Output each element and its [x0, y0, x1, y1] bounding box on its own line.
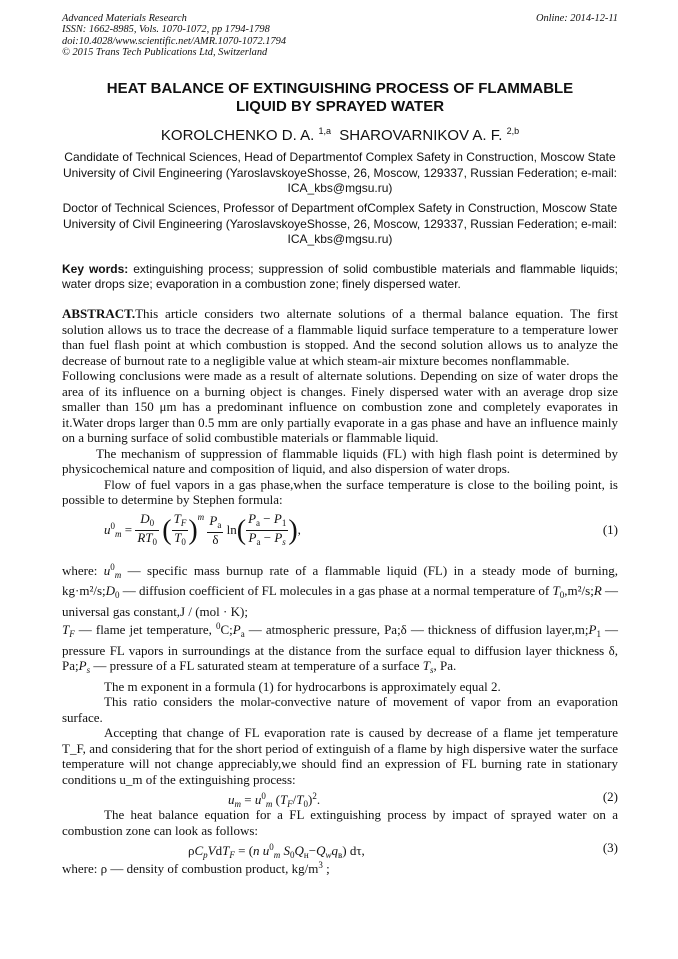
affiliation-2: Doctor of Technical Sciences, Professor of Department ofComplex Safety in Construction, Moscow State University of Civil Engineering (YaroslavskoyeShosse, 26, Moscow, 129337, Russian Federation; e-mail: ICA_kbs@mgsu.ru) — [62, 201, 618, 247]
keywords — [62, 262, 618, 292]
heat-balance-paragraph: The heat balance equation for a FL extinguishing process by impact of sprayed water on a combustion zone can look as follows: — [62, 807, 618, 838]
title-line-1: HEAT BALANCE OF EXTINGUISHING PROCESS OF FLAMMABLE — [106, 80, 574, 97]
equation-3-number: (3) — [602, 840, 618, 855]
exponent-paragraph: The m exponent in a formula (1) for hydrocarbons is approximately equal 2. — [104, 678, 501, 694]
online-date: Online: 2014-12-11 — [535, 13, 618, 24]
def-t0: m²/s; — [567, 583, 594, 598]
author-1: KOROLCHENKO D. A. — [160, 127, 315, 144]
def-d0: — diffusion coefficient of FL molecules in a gas phase at a normal temperature of — [122, 583, 550, 598]
fraction-d0: $\frac{D_0}{RT_0}$ — [137, 511, 158, 548]
equation-3 — [62, 838, 618, 858]
journal-header — [62, 13, 618, 59]
eq2-formula: $u_m = u^0_m$ $(T_F/T_0)^2$. — [228, 791, 321, 809]
stephen-formula: $u^0_m$ = $\frac{D_0}{RT_0}$ ( $\frac{T_F}{T_0}$ )$^m$ $\frac{P_a}{\delta}$ ln( $\frac{P_a - P_1}{P_a - P_s}$ ), — [104, 511, 301, 548]
eq3-formula: $\rho C_pVdT_F = (n$ $u^0_m$ $S_0Q_н-Q_wq_в$) dτ, — [188, 842, 365, 860]
def-pa: — atmospheric pressure, Pa;δ — thickness of diffusion layer,m; — [248, 622, 589, 637]
mechanism-paragraph: The mechanism of suppression of flammable liquids (FL) with high flash point is determined by physicochemical nature and composition of liquid, and also dispersion of water drops. — [62, 445, 618, 476]
equation-1-number: (1) — [602, 521, 618, 537]
affiliation-1: Candidate of Technical Sciences, Head of Departmentof Complex Safety in Construction, Moscow State University of Civil Engineering (YaroslavskoyeShosse, 26, Moscow, 129337, Russian Federation; e-mail: ICA_kbs@mgsu.ru) — [62, 150, 618, 196]
def-r: — universal gas constant,J / (mol · K); — [62, 583, 619, 619]
ratio-paragraph: This ratio considers the molar-convective nature of movement of vapor from an evaporation surface. — [62, 694, 618, 725]
flow-paragraph: Flow of fuel vapors in a gas phase,when the surface temperature is close to the boiling point, is possible to determine by Stephen formula: — [62, 476, 618, 507]
keywords-text: extinguishing process; suppression of solid combustible materials and flammable liquids; water drops size; evaporation in a combustion zone; finely dispersed water. — [62, 262, 618, 291]
where-definitions-2: $T_F$ — flame jet temperature, $^0C;P_a$ — atmospheric pressure, Pa;δ — thickness of diffusion $layer,m;P_1$ — pressure FL vapors in surroundings at the distance from the surface equal to diffusion layer thickness δ, $Pa;P_s$ — pressure of a FL saturated steam at temperature of a surface $T_s$, Pa. — [62, 621, 618, 675]
def-tf: — flame jet temperature, — [78, 622, 216, 637]
accepting-paragraph: Accepting that change of FL evaporation rate is caused by decrease of a flame jet temperature T_F, and considering that for the short period of extinguish of a flame by high dispersive water the surface temperature will not change appreciably,we should find an expression of FL burning rate in stationary conditions u_m of the extinguishing process: — [62, 725, 618, 787]
def-rho: where: ρ — density of combustion product, kg/m — [62, 861, 319, 876]
conclusions-paragraph: Following conclusions were made as a result of alternate solutions. Depending on size of water drops the area of its influence on a burning object is changes. Finely dispersed water with an average drop size smaller than 150 μm has a predominant influence on combustion zone and completely evaporates in it.Water drops larger than 0.5 mm are only partially evaporate in a gas phase and have an influence mainly on a burning surface of solid combustible materials or flammable liquid. — [62, 368, 618, 445]
def-um-unit: kg·m²/s; — [62, 583, 106, 598]
equation-2-number: (2) — [602, 789, 618, 804]
where-definitions-1: where: $u^0_m$ — specific mass burnup rate of a flammable liquid (FL) in a steady mode of burning, $kg\cdot m^2/s;D_0$ — diffusion coefficient of FL molecules in a gas phase at a normal temperature of $T_0,m^2/s;R$ — universal gas constant,J / (mol · K); — [62, 561, 619, 619]
journal-name: Advanced Materials Research — [62, 13, 187, 24]
where-density: where: ρ — density of combustion product, $kg/m^3$ ; — [62, 860, 330, 876]
keywords-label: Key words: — [62, 262, 129, 276]
title-line-2: LIQUID BY SPRAYED WATER — [235, 98, 445, 115]
fraction-log: $\frac{P_a - P_1}{P_a - P_s}$ — [248, 511, 287, 548]
paper-title — [62, 80, 618, 116]
author-2: SHAROVARNIKOV A. F. — [339, 127, 503, 144]
equation-1 — [62, 508, 618, 556]
abstract-text: This article considers two alternate solutions of a thermal balance equation. The first solution allows us to trace the decrease of a flammable liquid surface temperature to a temperature lower than fuel flash point at which combustion is stopped. And the second solution allows us to analyze the decrease of burnout rate to a negligible value at which steam-air mixture becomes nonflammable. — [62, 306, 618, 368]
abstract-paragraph — [62, 306, 618, 368]
fraction-tf: $\frac{T_F}{T_0}$ — [173, 511, 187, 548]
doi-line: doi:10.4028/www.scientific.net/AMR.1070-1072.1794 — [62, 35, 287, 47]
def-ps: — pressure of a FL saturated steam at temperature of a surface — [93, 658, 423, 673]
abstract-label: ABSTRACT. — [62, 306, 136, 321]
author-1-affil: 1,a — [318, 126, 331, 136]
issn-line: ISSN: 1662-8985, Vols. 1070-1072, pp 1794-1798 — [62, 24, 270, 36]
main-text — [62, 306, 618, 877]
def-um: — specific mass burnup rate of a flammable liquid (FL) in a steady mode of burning, — [127, 562, 619, 578]
copyright-line: © 2015 Trans Tech Publications Ltd, Switzerland — [62, 47, 268, 59]
author-2-affil: 2,b — [506, 126, 520, 136]
equation-2 — [62, 787, 618, 807]
fraction-pa: $\frac{P_a}{\delta}$ — [209, 513, 222, 548]
author-list — [62, 122, 618, 145]
def-p1: — pressure FL vapors in surroundings at the distance from the surface equal to diffusion layer thickness δ, Pa; — [62, 622, 618, 673]
